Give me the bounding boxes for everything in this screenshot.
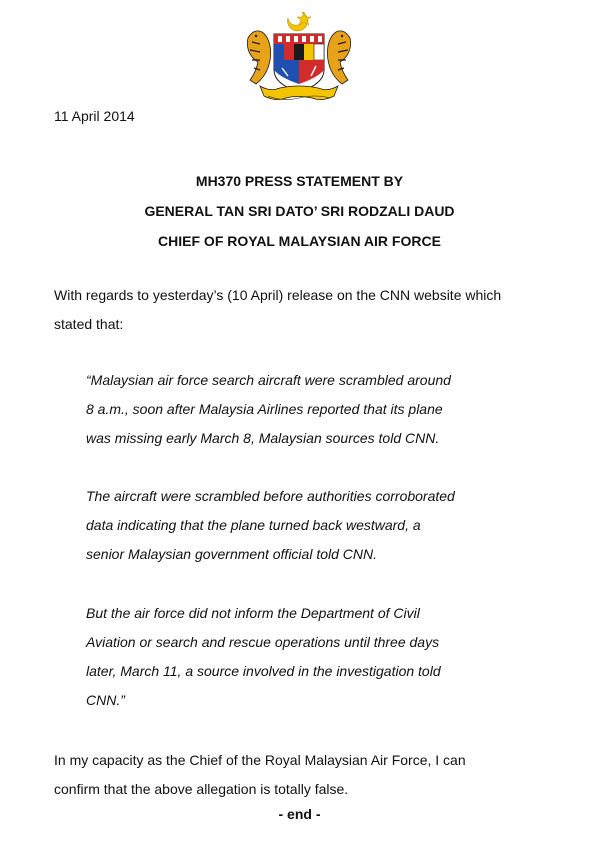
title-line: CHIEF OF ROYAL MALAYSIAN AIR FORCE bbox=[158, 233, 441, 249]
quote-line: later, March 11, a source involved in the investigation told bbox=[86, 663, 441, 679]
quote-paragraph-3 bbox=[86, 599, 546, 715]
title-line: MH370 PRESS STATEMENT BY bbox=[195, 173, 404, 189]
paragraph-line: confirm that the above allegation is totally false. bbox=[54, 781, 349, 797]
quote-paragraph-1 bbox=[86, 366, 546, 453]
quote-line: data indicating that the plane turned back westward, a bbox=[86, 517, 421, 533]
quote-line: “Malaysian air force search aircraft were scrambled around bbox=[86, 372, 451, 388]
quote-line: The aircraft were scrambled before authorities corroborated bbox=[86, 488, 455, 504]
quote-paragraph-2 bbox=[86, 482, 546, 569]
quote-line: 8 a.m., soon after Malaysia Airlines reported that its plane bbox=[86, 401, 443, 417]
statement-title bbox=[0, 166, 599, 256]
quote-line: Aviation or search and rescue operations until three days bbox=[86, 634, 440, 650]
end-mark: - end - bbox=[278, 806, 321, 822]
paragraph-line: With regards to yesterday’s (10 April) release on the CNN website which bbox=[54, 287, 502, 303]
title-line: GENERAL TAN SRI DATO’ SRI RODZALI DAUD bbox=[144, 203, 455, 219]
quote-line: But the air force did not inform the Department of Civil bbox=[86, 605, 420, 621]
statement-date: 11 April 2014 bbox=[54, 108, 135, 124]
coat-of-arms-logo bbox=[238, 8, 360, 108]
intro-paragraph bbox=[54, 281, 554, 339]
quote-line: was missing early March 8, Malaysian sources told CNN. bbox=[86, 430, 440, 446]
paragraph-line: In my capacity as the Chief of the Royal Malaysian Air Force, I can bbox=[54, 752, 466, 768]
quote-line: senior Malaysian government official told CNN. bbox=[86, 546, 378, 562]
quote-line: CNN.” bbox=[86, 692, 125, 708]
closing-paragraph bbox=[54, 746, 554, 804]
paragraph-line: stated that: bbox=[54, 316, 124, 332]
